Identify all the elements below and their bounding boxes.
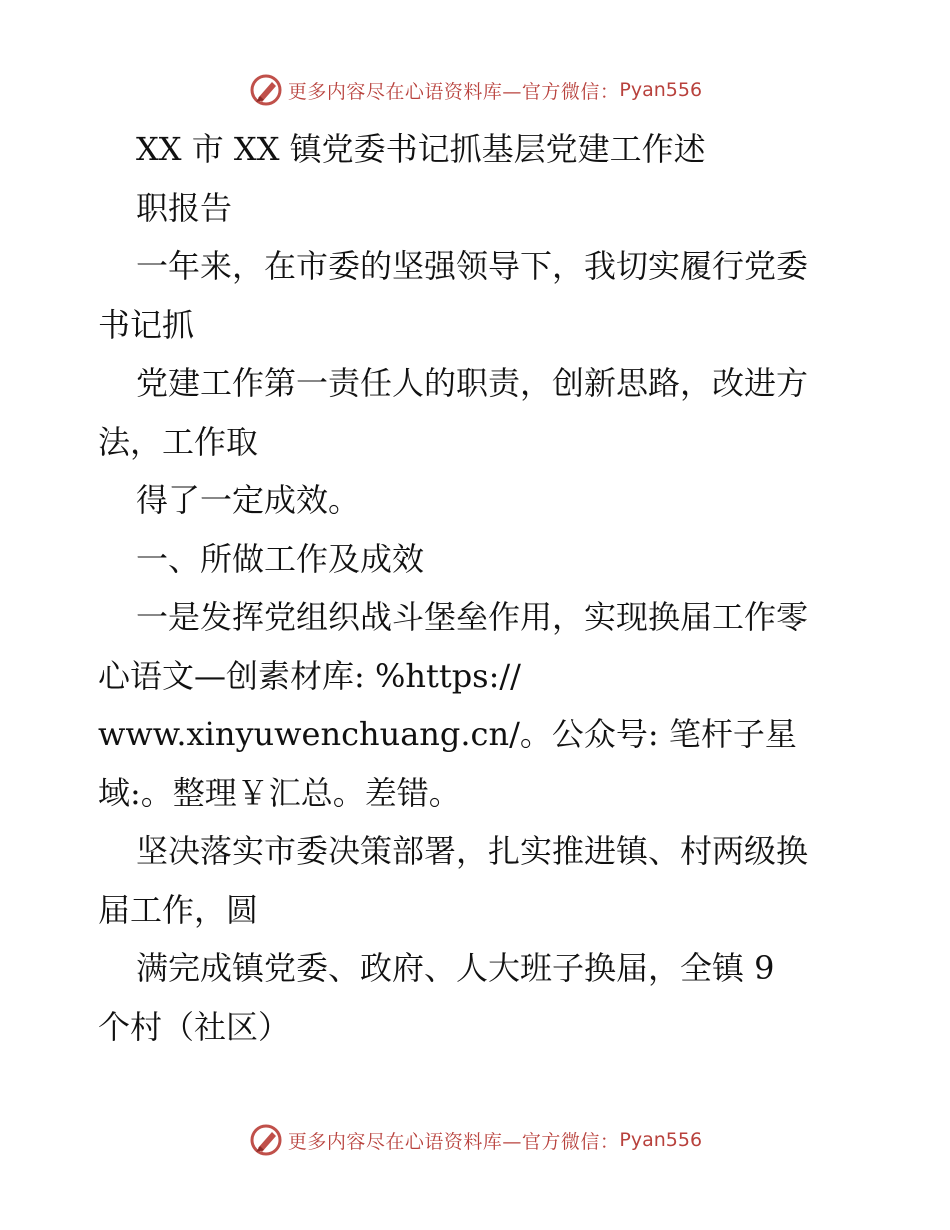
pen-logo-icon bbox=[248, 1122, 284, 1158]
banner-text: 更多内容尽在心语资料库—官方微信： bbox=[287, 1130, 620, 1153]
doc-line: 书记抓 bbox=[98, 305, 195, 344]
doc-line: 届工作，圆 bbox=[98, 890, 259, 929]
doc-line: www.xinyuwenchuang.cn/。公众号: 笔杆子星 bbox=[98, 715, 797, 753]
doc-line: 得了一定成效。 bbox=[136, 481, 361, 519]
doc-title-line-2: 职报告 bbox=[136, 188, 233, 227]
doc-line: 域:。整理￥汇总。差错。 bbox=[98, 773, 461, 812]
pen-logo-icon bbox=[248, 72, 284, 108]
header-banner bbox=[0, 70, 950, 110]
doc-line: 一年来，在市委的坚强领导下，我切实履行党委 bbox=[136, 247, 809, 285]
banner-wechat: Pyan556 bbox=[619, 1129, 703, 1151]
doc-line: 个村（社区） bbox=[98, 1007, 291, 1046]
doc-title-line-1: XX 市 XX 镇党委书记抓基层党建工作述 bbox=[136, 130, 706, 168]
doc-line: 党建工作第一责任人的职责，创新思路，改进方 bbox=[136, 364, 809, 402]
banner-text: 更多内容尽在心语资料库—官方微信： bbox=[287, 80, 620, 103]
banner-wechat: Pyan556 bbox=[619, 79, 703, 101]
footer-banner bbox=[0, 1120, 950, 1160]
doc-line: 坚决落实市委决策部署，扎实推进镇、村两级换 bbox=[136, 832, 809, 870]
doc-line: 满完成镇党委、政府、人大班子换届，全镇 9 bbox=[136, 949, 775, 987]
doc-line: 一是发挥党组织战斗堡垒作用，实现换届工作零 bbox=[136, 598, 809, 636]
document-body bbox=[98, 120, 898, 1056]
doc-line: 法，工作取 bbox=[98, 422, 259, 461]
doc-line: 心语文—创素材库: %https:// bbox=[98, 656, 521, 695]
section-heading: 一、所做工作及成效 bbox=[136, 539, 425, 578]
